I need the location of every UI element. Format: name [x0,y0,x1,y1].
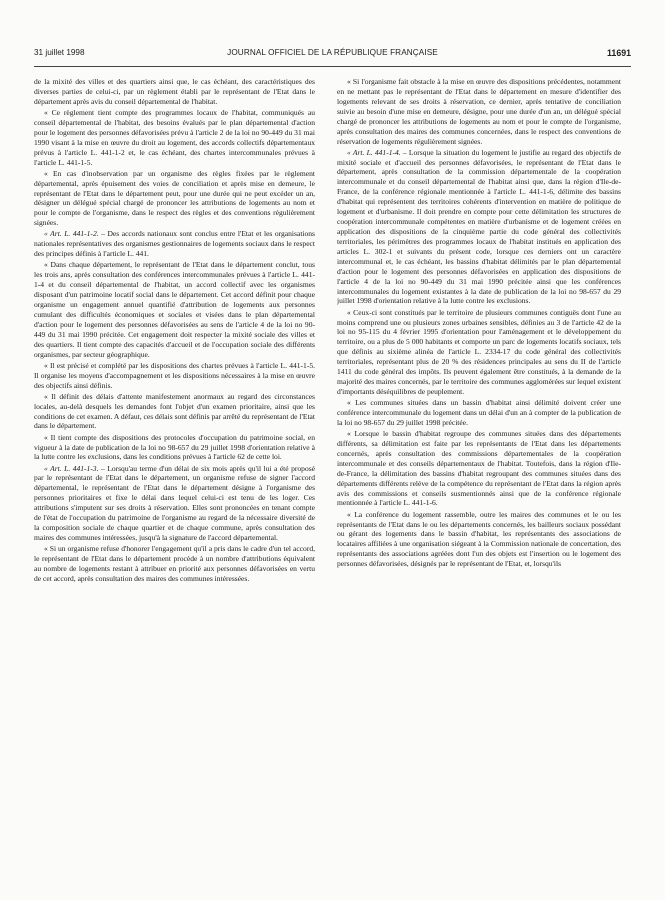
article-heading: « Art. L. 441-1-4. [347,147,401,157]
paragraph-text: – Lorsque la situation du logement le justifie au regard des objectifs de mixité sociale et d'accueil des personnes défavorisées, le représentant de l'Etat dans le département, après consultation de la commission départementale de la coopération intercommunale et du conseil départemental de l'habitat ainsi que, dans la région d'Ile-de-France, de la conférence régionale mentionnée à l'article L. 441-1-6, délimite des bassins d'habitat qui représentent des territoires cohérents d'intervention en matière de politique de logement et d'urbanisme. Il doit prendre en compte pour cette délimitation les structures de coopération intercommunale compétentes en matière d'urbanisme et de logement créées en application des dispositions de la cinquième partie du code général des collectivités territoriales, les périmètres des programmes locaux de l'habitat institués en application des articles L. 302-1 et suivants du présent code, lorsque ces derniers ont un caractère intercommunal et, le cas échéant, les bassins d'habitat délimités par le plan départemental d'action pour le logement des personnes défavorisées en application des dispositions de l'article 4 de la loi no 90-449 du 31 mai 1990 précitée ainsi que les conférences intercommunales du logement existantes à la date de publication de la loi no 98-657 du 29 juillet 1998 d'orientation relative à la lutte contre les exclusions. [337,147,621,306]
paragraph [34,169,315,229]
left-column [34,77,315,892]
paragraph-text: – Lorsqu'au terme d'un délai de six mois après qu'il lui a été proposé par le représentant de l'Etat dans le département, un organisme refuse de signer l'accord départemental, le représentant de l'Etat dans le département désigne à l'organisme des personnes prioritaires et fixe le délai dans lequel celui-ci est tenu de les loger. Ces attributions s'imputent sur ses droits à réservation. Elles sont prononcées en tenant compte de l'état de l'occupation du patrimoine de l'organisme au regard de la nécessaire diversité de la composition sociale de chaque quartier et de chaque commune, après consultation des maires des communes intéressées, jusqu'à la signature de l'accord départemental. [34,463,315,542]
paragraph [337,308,621,397]
paragraph-text: « Dans chaque département, le représentant de l'Etat dans le département conclut, tous les trois ans, après consultation des conférences intercommunales prévues à l'article L. 441-1-4 et du conseil départemental de l'habitat, un accord collectif avec les organismes disposant d'un patrimoine locatif social dans le département. Cet accord définit pour chaque organisme un engagement annuel quantifié d'attribution de logements aux personnes cumulant des difficultés économiques et sociales et visées dans le plan départemental d'action pour le logement des personnes défavorisées au sens de l'article 4 de la loi no 90-449 du 31 mai 1990 précitée. Cet engagement doit respecter la mixité sociale des villes et des quartiers. Il tient compte des capacités d'accueil et de l'occupation sociale des différents organismes, par secteur géographique. [34,260,315,359]
paragraph-text: « Les communes situées dans un bassin d'habitat ainsi délimité doivent créer une conférence intercommunale du logement dans un délai d'un an à compter de la publication de la loi no 98-657 du 29 juillet 1998 précitée. [337,398,621,427]
paragraph [34,361,315,391]
paragraph [337,148,621,307]
paragraph-text: « En cas d'inobservation par un organisme des règles fixées par le règlement départemental, après épuisement des voies de conciliation et après mise en demeure, le représentant de l'Etat dans le département peut, pour une durée qui ne peut excéder un an, désigner un délégué spécial chargé de prononcer les attributions de logements au nom et pour le compte de l'organisme, dans le respect des règles et des conventions régulièrement signées. [34,168,315,228]
paragraph-text: « La conférence du logement rassemble, outre les maires des communes et le ou les représentants de l'Etat dans le ou les départements concernés, les bailleurs sociaux possédant ou gérant des logements dans le bassin d'habitat, les représentants des associations de locataires affiliées à une organisation siégeant à la Commission nationale de concertation, des représentants des associations agréées dont l'un des objets est l'insertion ou le logement des personnes défavorisées, désignés par le représentant de l'Etat, et, lorsqu'ils [337,509,621,569]
paragraph-text: « Si un organisme refuse d'honorer l'engagement qu'il a pris dans le cadre d'un tel accord, le représentant de l'Etat dans le département procède à un nombre d'attributions équivalent au nombre de logements restant à attribuer en priorité aux personnes défavorisées en vertu de cet accord, après consultation des maires des communes intéressées. [34,544,315,583]
paragraph [34,77,315,107]
paragraph-text: de la mixité des villes et des quartiers ainsi que, le cas échéant, des caractéristiques des diverses parties de celui-ci, par un règlement établi par le représentant de l'Etat dans le département après avis du conseil départemental de l'habitat. [34,77,315,106]
paragraph [337,510,621,570]
header-title: JOURNAL OFFICIEL DE LA RÉPUBLIQUE FRANÇAISE [227,48,438,57]
paragraph-text: « Il est précisé et complété par les dispositions des chartes prévues à l'article L. 441-1-5. Il organise les moyens d'accompagnement et les dispositions nécessaires à la mise en œuvre des objectifs ainsi définis. [34,360,315,390]
article-heading: « Art. L. 441-1-2. [44,229,99,239]
paragraph-text: « Ceux-ci sont constitués par le territoire de plusieurs communes contiguës dont l'une au moins comprend une ou plusieurs zones urbaines sensibles, définies au 3 de l'article 42 de la loi no 95-115 du 4 février 1995 d'orientation pour l'aménagement et le développement du territoire, ou a plus de 5 000 habitants et comporte un parc de logements locatifs sociaux, tels que définis au sixième alinéa de l'article L. 2334-17 du code général des collectivités territoriales, représentant plus de 20 % des résidences principales au sens du II de l'article 1411 du code général des impôts. Ils peuvent également être constitués, à la demande de la majorité des maires concernés, par le territoire des communes agglomérées sur lequel existent d'importants déséquilibres de peuplement. [337,307,621,396]
article-heading: « Art. L. 441-1-3. [44,463,99,473]
paragraph [337,429,621,508]
paragraph-text: « Il définit des délais d'attente manifestement anormaux au regard des circonstances locales, au-delà desquels les demandes font l'objet d'un examen prioritaire, ainsi que les conditions de cet examen. A défaut, ces délais sont définis par arrêté du représentant de l'Etat dans le département. [34,391,315,431]
paragraph [337,77,621,146]
paragraph [34,392,315,432]
paragraph [34,544,315,584]
paragraph [34,260,315,359]
paragraph [34,229,315,259]
paragraph-text: « Si l'organisme fait obstacle à la mise en œuvre des dispositions précédentes, notamment en ne mettant pas le représentant de l'Etat dans le département en mesure d'identifier des logements relevant de ses droits à réservation, ce dernier, après tentative de conciliation suivie au besoin d'une mise en demeure, désigne, pour une durée d'un an, un délégué spécial chargé de prononcer les attributions de logements au nom et pour le compte de l'organisme, après consultation des maires des communes concernées, dans le respect des conventions de réservation de logements régulièrement signées. [337,77,621,146]
paragraph-text: – Des accords nationaux sont conclus entre l'Etat et les organisations nationales représentatives des organismes gestionnaires de logements sociaux dans le respect des principes définis à l'article L. 441. [34,229,315,259]
right-column [337,77,621,892]
paragraph [34,464,315,543]
paragraph [337,398,621,428]
paragraph [34,108,315,168]
paragraph-text: « Ce règlement tient compte des programmes locaux de l'habitat, communiqués au conseil départemental de l'habitat, des besoins évalués par le plan départemental d'action pour le logement des personnes défavorisées prévu à l'article 2 de la loi no 90-449 du 31 mai 1990 visant à la mise en œuvre du droit au logement, des accords collectifs départementaux prévus à l'article L. 441-1-2 et, le cas échéant, des chartes intercommunales prévues à l'article L. 441-1-5. [34,107,315,167]
paragraph-text: « Lorsque le bassin d'habitat regroupe des communes situées dans des départements différents, sa délimitation est faite par les représentants de l'Etat dans les départements concernés, après consultation des commissions départementales de la coopération intercommunale et des conseils départementaux de l'habitat. Toutefois, dans la région d'Ile-de-France, la délimitation des bassins d'habitat regroupant des communes situées dans des départements différents relève de la compétence du représentant de l'Etat dans la région après avis des commissions et conseils susmentionnés ainsi que de la conférence régionale mentionnée à l'article L. 441-1-6. [337,429,621,508]
paragraph [34,433,315,463]
page-header [34,48,631,62]
paragraph-text: « Il tient compte des dispositions des protocoles d'occupation du patrimoine social, en vigueur à la date de publication de la loi no 98-657 du 29 juillet 1998 d'orientation relative à la lutte contre les exclusions, dans les conditions prévues à l'article 62 de cette loi. [34,432,315,462]
page-number: 11691 [607,48,631,58]
header-rule [34,66,631,67]
header-date: 31 juillet 1998 [34,48,85,57]
